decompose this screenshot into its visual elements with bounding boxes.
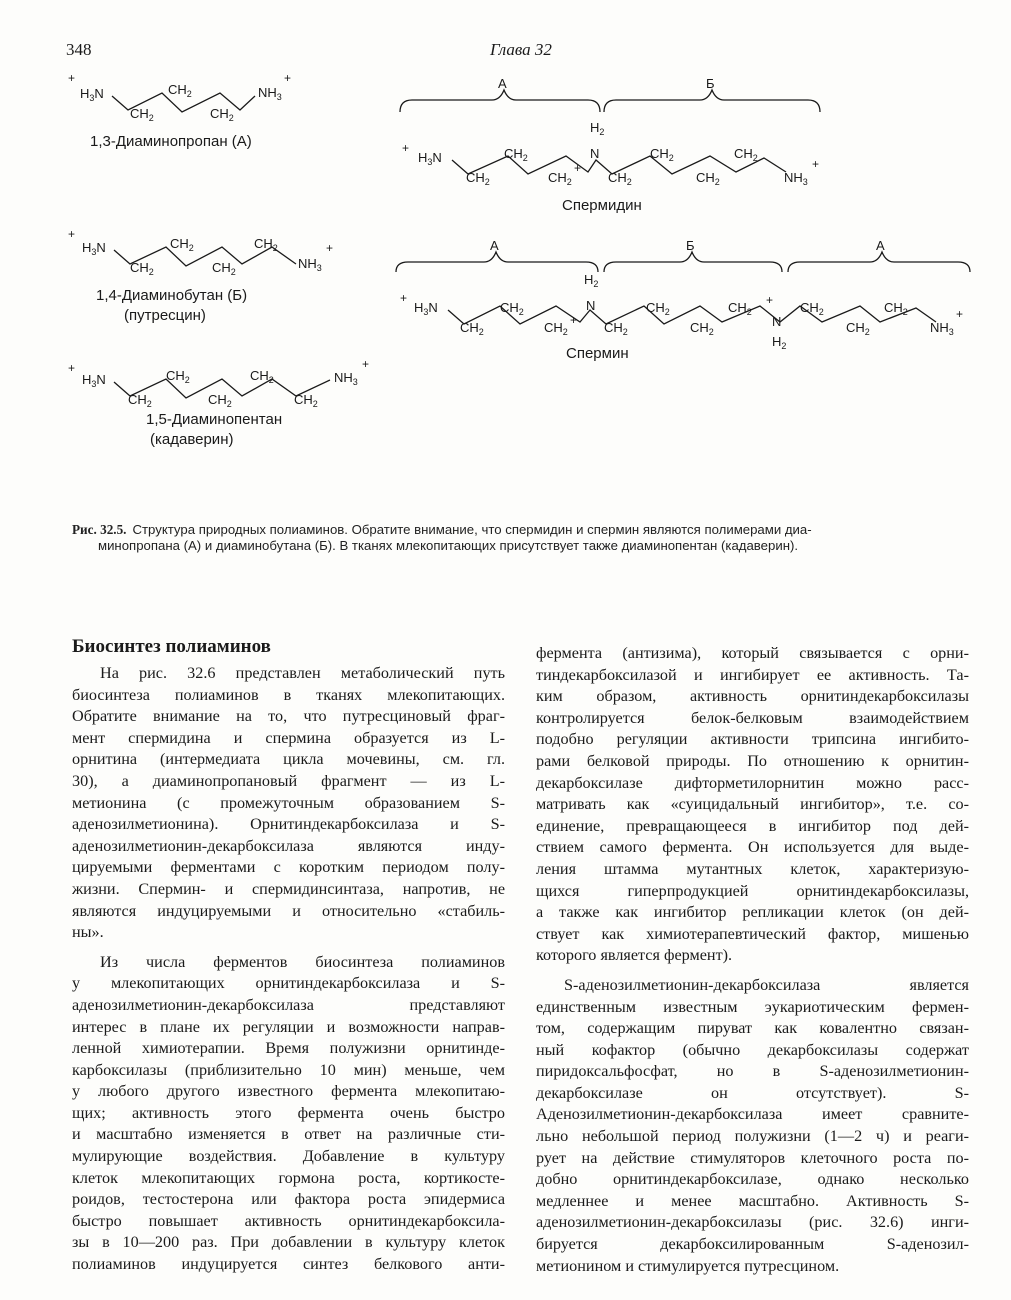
methylene-2: $CH_2$	[504, 146, 528, 163]
methylene-4: $CH_2$	[250, 368, 274, 385]
methylene-3: $CH_2$	[212, 260, 236, 277]
text-line: Обратите внимание на то, что путресциновый фраг-	[72, 707, 505, 726]
charge-plus: +	[68, 361, 76, 375]
text-line: метионина (с промежуточным образованием S-	[72, 793, 505, 812]
methylene-2: $CH_2$	[166, 368, 190, 385]
molecule-name: Спермидин	[562, 197, 642, 214]
text-line: являются индуцируемыми и относительно «стабиль-	[72, 901, 505, 920]
charge-plus: +	[570, 313, 578, 327]
amine-left: $H_3N$	[82, 240, 106, 257]
text-line: орнитина (интермедиата цикла мочевины, см. гл.	[72, 750, 505, 769]
molecule-name: 1,3-Диаминопропан (А)	[90, 133, 252, 150]
amine-hydrogens: $H_2$	[584, 272, 599, 289]
methylene-3: $CH_2$	[208, 392, 232, 409]
text-line: которого является фермент).	[536, 946, 733, 965]
charge-plus: +	[362, 357, 370, 371]
methylene-8: $CH_2$	[800, 300, 824, 317]
text-line: Из числа ферментов биосинтеза полиаминов	[100, 952, 505, 971]
figure-caption	[72, 522, 972, 554]
methylene-4: $CH_2$	[608, 170, 632, 187]
methylene-1: $CH_2$	[130, 106, 154, 123]
brace-b	[604, 90, 820, 112]
text-line: карбоксилазы (приблизительно 10 мин) меньше, чем	[72, 1060, 505, 1079]
text-line: полиаминов индуцируется синтез белкового анти-	[72, 1255, 505, 1274]
amine-right: $NH_3$	[784, 170, 808, 187]
charge-plus: +	[68, 227, 76, 241]
text-line: ким образом, активность орнитиндекарбоксилазы	[536, 687, 969, 706]
caption-label: Рис. 32.5.	[72, 522, 127, 537]
molecule-putrescine	[68, 227, 333, 324]
molecule-subname: (путресцин)	[124, 307, 206, 324]
text-line: ствует как химиотерапевтический фактор, мишенью	[536, 924, 969, 943]
text-line: том, содержащим пируват как ковалентно связан-	[536, 1019, 969, 1038]
amine-right: $NH_3$	[258, 85, 282, 102]
text-line: роидов, тестостерона или фактора роста эпидермиса	[72, 1190, 505, 1209]
methylene-10: $CH_2$	[884, 300, 908, 317]
figure-polyamines	[0, 0, 1011, 520]
caption-line-2: минопропана (А) и диаминобутана (Б). В тканях млекопитающих присутствует также диаминопентан (кадаверин).	[98, 538, 799, 553]
text-line: 30), а диаминопропановый фрагмент — из L-	[72, 771, 505, 790]
molecule-spermine	[396, 238, 970, 362]
amine-center: N	[590, 146, 600, 161]
text-line: рует на действие стимуляторов клеточного роста по-	[536, 1148, 969, 1167]
text-line: ны».	[72, 923, 104, 942]
methylene-5: $CH_2$	[294, 392, 318, 409]
charge-plus: +	[284, 71, 292, 85]
page-number: 348	[66, 40, 92, 59]
amine-hydrogens: $H_2$	[590, 120, 605, 137]
brace-label-a-right: А	[876, 238, 885, 253]
methylene-2: $CH_2$	[500, 300, 524, 317]
brace-a	[400, 90, 600, 112]
brace-b	[604, 252, 782, 272]
text-line: Аденозилметионин-декарбоксилаза имеет сравните-	[536, 1105, 969, 1124]
molecule-name: 1,5-Диаминопентан	[146, 411, 283, 428]
charge-plus: +	[68, 71, 76, 85]
text-line: льно небольшой период полужизни (1—2 ч) и реаги-	[536, 1127, 969, 1146]
text-line: матривать как «суицидальный ингибитор», т.е. со-	[536, 795, 969, 814]
charge-plus: +	[956, 307, 964, 321]
right-column	[536, 643, 969, 1277]
text-line: единение, превращающееся в ингибитор под дей-	[536, 816, 969, 835]
methylene-7: $CH_2$	[728, 300, 752, 317]
charge-plus: +	[574, 161, 582, 175]
brace-label-a-left: А	[490, 238, 499, 253]
methylene-3: $CH_2$	[548, 170, 572, 187]
amine-left: $H_3N$	[82, 372, 106, 389]
text-line: зы в 10—200 раз. При добавлении в культуру клеток	[72, 1233, 505, 1252]
amine-left: $H_3N$	[414, 300, 438, 317]
text-line: фермента (антизима), который связывается с орни-	[536, 644, 969, 662]
text-line: подобно регуляции активности трипсина ингибито-	[536, 730, 969, 749]
text-line: ленной химиотерапии. Время полужизни орнитинде-	[72, 1039, 505, 1058]
charge-plus: +	[400, 291, 408, 305]
text-line: аденозилметионин-декарбоксилазы (рис. 32.6) инги-	[536, 1213, 969, 1232]
methylene-1: $CH_2$	[128, 392, 152, 409]
text-line: щих; активность этого фермента очень быстро	[72, 1103, 505, 1122]
amine-right: $NH_3$	[298, 256, 322, 273]
amine-left: $H_3N$	[418, 150, 442, 167]
text-line: ный кофактор (обычно декарбоксилазы содержат	[536, 1040, 969, 1059]
caption-line-1: Структура природных полиаминов. Обратите внимание, что спермидин и спермин являются полимерами диа-	[132, 522, 812, 537]
molecule-diaminopropane	[68, 71, 291, 150]
methylene-5: $CH_2$	[646, 300, 670, 317]
methylene-2: $CH_2$	[170, 236, 194, 253]
molecule-subname: (кадаверин)	[150, 431, 234, 448]
methylene-1: $CH_2$	[130, 260, 154, 277]
text-line: единственным известным эукариотическим фермен-	[536, 997, 969, 1016]
methylene-1: $CH_2$	[466, 170, 490, 187]
text-line: добно орнитиндекарбоксилазе, однако несколько	[536, 1170, 969, 1189]
amine-left: $H_3N$	[80, 86, 104, 103]
charge-plus: +	[402, 141, 410, 155]
text-line: аденозилметионина). Орнитиндекарбоксилаза и S-	[72, 815, 505, 834]
text-line: ления штамма мутантных клеток, характеризую-	[536, 859, 969, 878]
text-line: декарбоксилазе он отсутствует). S-	[536, 1083, 969, 1102]
charge-plus: +	[766, 293, 774, 307]
text-line: быстро повышает активность орнитиндекарбоксила-	[72, 1211, 505, 1230]
methylene-7: $CH_2$	[734, 146, 758, 163]
text-line: мулирующие воздействия. Добавление в культуру	[72, 1147, 505, 1166]
text-line: бируется декарбоксилированным S-аденозил-	[536, 1235, 969, 1254]
methylene-4: $CH_2$	[604, 320, 628, 337]
text-line: пиридоксальфосфат, но в S-аденозилметионин-	[536, 1062, 969, 1081]
brace-a-left	[396, 252, 598, 272]
methylene-3: $CH_2$	[210, 106, 234, 123]
molecule-cadaverine	[68, 357, 369, 448]
running-head: Глава 32	[490, 40, 552, 59]
text-line: у млекопитающих орнитиндекарбоксилаза и S-	[72, 974, 505, 993]
methylene-6: $CH_2$	[696, 170, 720, 187]
amine-right: $NH_3$	[930, 320, 954, 337]
methylene-6: $CH_2$	[690, 320, 714, 337]
charge-plus: +	[812, 157, 820, 171]
text-line: ствием самого фермента. Он используется для выде-	[536, 838, 969, 857]
text-line: контролируется белок-белковым взаимодействием	[536, 708, 969, 727]
text-line: клеток млекопитающих гормона роста, кортикосте-	[72, 1168, 505, 1187]
methylene-5: $CH_2$	[650, 146, 674, 163]
text-line: у любого другого известного фермента млекопитаю-	[72, 1082, 505, 1101]
amine-hydrogens-2: $H_2$	[772, 334, 787, 351]
left-column	[72, 663, 505, 1276]
charge-plus: +	[326, 241, 334, 255]
molecule-spermidine	[400, 76, 820, 214]
text-line: тиндекарбоксилазой и ингибирует ее активность. Та-	[536, 665, 969, 684]
text-line: щихся гиперпродукцией орнитиндекарбоксилазы,	[536, 881, 969, 900]
text-line: цируемыми ферментами с коротким периодом полу-	[72, 858, 505, 877]
text-line: рами белковой природы. По отношению к орнитин-	[536, 751, 969, 770]
molecule-name: 1,4-Диаминобутан (Б)	[96, 287, 248, 304]
methylene-3: $CH_2$	[544, 320, 568, 337]
text-line: аденозилметионин-декарбоксилаза представляют	[72, 995, 505, 1014]
amine-right: $NH_3$	[334, 370, 358, 387]
text-line: медленнее и менее масштабно. Активность S-	[536, 1191, 969, 1210]
text-line: метионином и стимулируется путресцином.	[536, 1256, 840, 1275]
amine-center-2: N	[772, 314, 782, 329]
text-line: S-аденозилметионин-декарбоксилаза является	[564, 975, 969, 994]
text-line: На рис. 32.6 представлен метаболический путь	[100, 664, 505, 682]
brace-label-b: Б	[706, 76, 715, 91]
section-heading: Биосинтез полиаминов	[72, 636, 271, 657]
methylene-9: $CH_2$	[846, 320, 870, 337]
text-line: мент спермидина и спермина образуется из L-	[72, 728, 505, 747]
text-line: и масштабно изменяется в ответ на различные сти-	[72, 1125, 505, 1144]
text-line: декарбоксилазе дифторметилорнитин можно расс-	[536, 773, 969, 792]
methylene-4: $CH_2$	[254, 236, 278, 253]
chemical-structures	[0, 0, 1011, 520]
brace-label-b: Б	[686, 238, 695, 253]
brace-a-right	[788, 252, 970, 272]
brace-label-a: А	[498, 76, 507, 91]
methylene-2: $CH_2$	[168, 82, 192, 99]
text-line: интерес в плане их регуляции и возможности направ-	[72, 1017, 505, 1036]
text-line: биосинтеза полиаминов в тканях млекопитающих.	[72, 685, 505, 704]
methylene-1: $CH_2$	[460, 320, 484, 337]
text-line: аденозилметионин-декарбоксилаза являются инду-	[72, 836, 505, 855]
molecule-name: Спермин	[566, 345, 629, 362]
text-line: а также как ингибитор репликации клеток (он дей-	[536, 903, 969, 922]
text-line: жизни. Спермин- и спермидинсинтаза, напротив, не	[72, 879, 505, 898]
amine-center: N	[586, 298, 596, 313]
